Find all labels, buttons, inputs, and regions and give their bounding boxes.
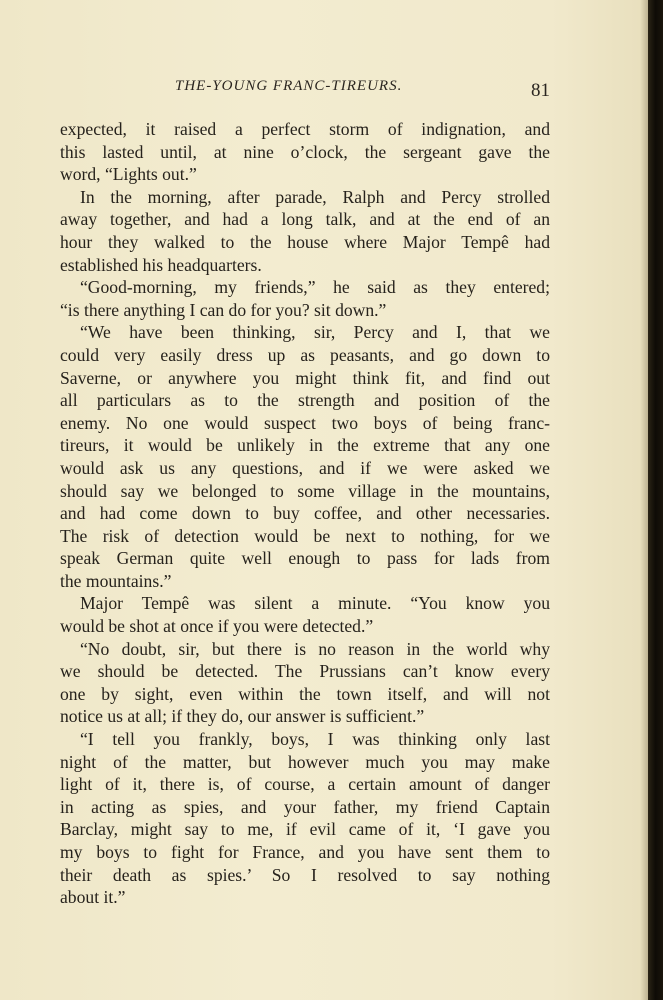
text-line: hour they walked to the house where Major Tempê had (60, 231, 550, 252)
text-line: established his headquarters. (60, 254, 262, 275)
book-edge (648, 0, 663, 1000)
text-line: away together, and had a long talk, and at the end of an (60, 209, 550, 230)
text-line: all particulars as to the strength and position of the (60, 390, 550, 411)
text-line: Major Tempê was silent a minute. “You know you (80, 593, 550, 614)
text-line: the mountains.” (60, 570, 172, 591)
text-line: “I tell you frankly, boys, I was thinking only last (80, 729, 550, 750)
text-line: In the morning, after parade, Ralph and Percy strolled (80, 186, 550, 207)
text-line: night of the matter, but however much you may make (60, 751, 550, 772)
text-line: enemy. No one would suspect two boys of being franc- (60, 412, 550, 433)
text-line: expected, it raised a perfect storm of indignation, and (60, 119, 550, 139)
text-line: “No doubt, sir, but there is no reason in the world why (80, 638, 550, 659)
text-line: and had come down to buy coffee, and other necessaries. (60, 503, 550, 524)
text-line: their death as spies.’ So I resolved to say nothing (60, 864, 550, 885)
text-line: “Good-morning, my friends,” he said as they entered; (80, 277, 550, 298)
running-head (60, 78, 550, 104)
text-line: notice us at all; if they do, our answer is sufficient.” (60, 706, 425, 727)
text-line: my boys to fight for France, and you have sent them to (60, 842, 550, 862)
text-line: The risk of detection would be next to nothing, for we (60, 525, 550, 546)
text-line: one by sight, even within the town itself, and will not (60, 683, 550, 704)
text-line: we should be detected. The Prussians can’t know every (60, 661, 550, 682)
text-line: light of it, there is, of course, a certain amount of danger (60, 774, 550, 795)
text-line: Barclay, might say to me, if evil came of it, ‘I gave you (60, 819, 550, 840)
text-line: in acting as spies, and your father, my friend Captain (60, 796, 550, 817)
text-line: should say we belonged to some village in the mountains, (60, 480, 550, 501)
text-line: Saverne, or anywhere you might think fit, and find out (60, 367, 550, 388)
text-line: would ask us any questions, and if we were asked we (60, 457, 550, 478)
running-title: THE-YOUNG FRANC-TIREURS. (175, 78, 403, 94)
text-line: speak German quite well enough to pass for lads from (60, 548, 550, 569)
text-line: “We have been thinking, sir, Percy and I, that we (80, 322, 550, 343)
text-line: tireurs, it would be unlikely in the extreme that any one (60, 435, 550, 456)
text-line: “is there anything I can do for you? sit down.” (60, 299, 387, 320)
page-gutter-shadow (640, 0, 648, 1000)
body-text (60, 118, 550, 909)
text-line: could very easily dress up as peasants, and go down to (60, 344, 550, 365)
text-line: word, “Lights out.” (60, 164, 197, 185)
text-line: this lasted until, at nine o’clock, the sergeant gave the (60, 141, 550, 162)
text-line: about it.” (60, 887, 126, 908)
text-line: would be shot at once if you were detected.” (60, 616, 374, 637)
page-number: 81 (531, 80, 550, 101)
